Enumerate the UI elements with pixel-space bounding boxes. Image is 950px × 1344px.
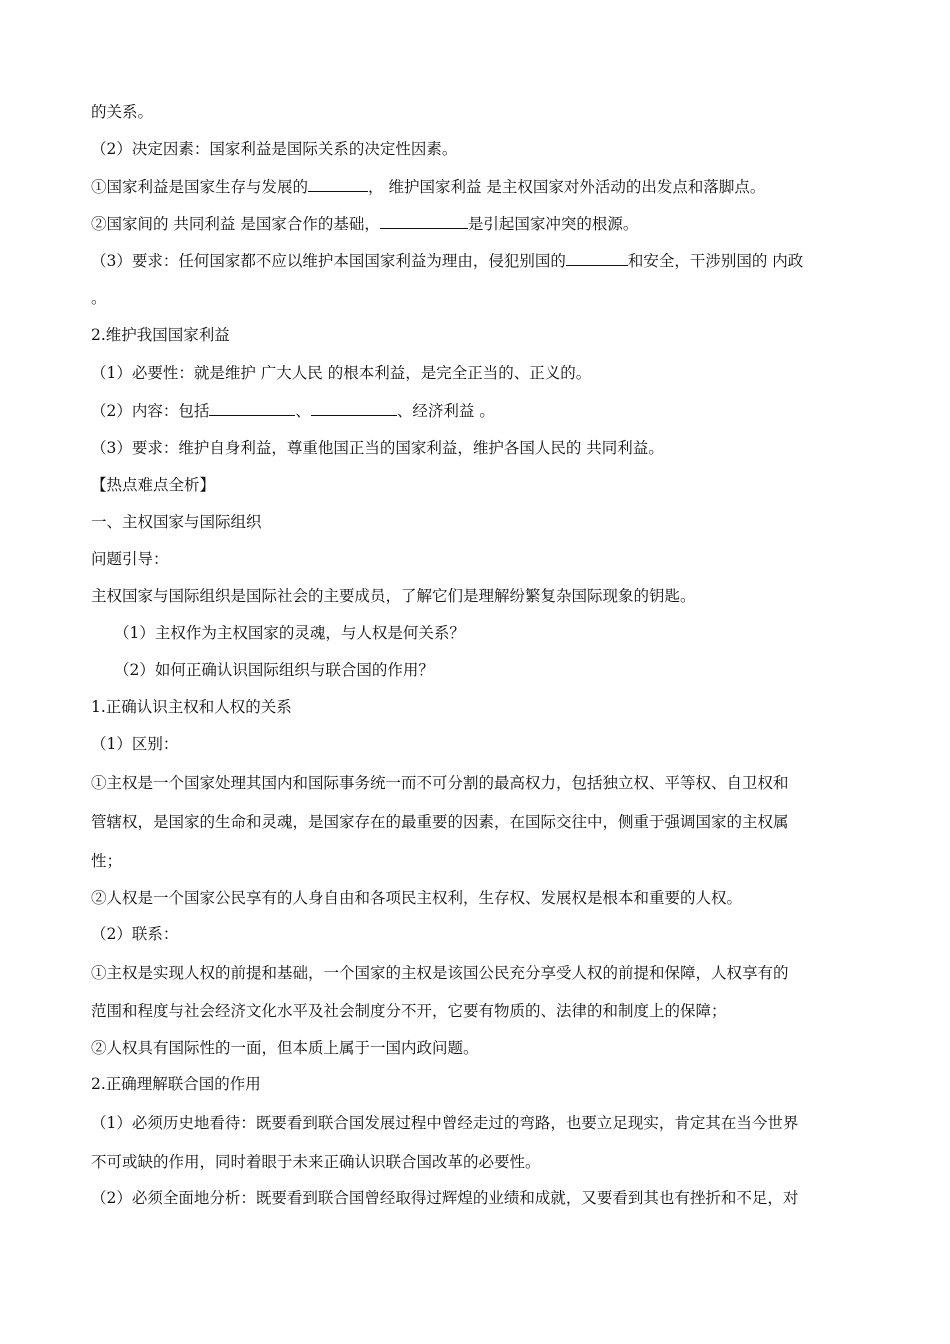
text-line: 管辖权，是国家的生命和灵魂，是国家存在的最重要的因素，在国际交往中，侧重于强调国家的主权属: [91, 813, 789, 831]
text-line: （1）必须历史地看待：既要看到联合国发展过程中曾经走过的弯路，也要立足现实，肯定其在当今世界: [91, 1114, 799, 1132]
text-line: 。: [91, 289, 107, 307]
text-line: （3）要求：任何国家都不应以维护本国国家利益为理由，侵犯别国的 和安全，干涉别国的 内政: [91, 249, 861, 272]
text-line: （1）区别：: [91, 735, 179, 753]
text-line: ②人权具有国际性的一面，但本质上属于一国内政问题。: [91, 1039, 479, 1057]
text-line: （2）必须全面地分析：既要看到联合国曾经取得过辉煌的业绩和成就，又要看到其也有挫折和不足，对: [91, 1189, 799, 1207]
fill-blank[interactable]: [209, 399, 295, 416]
text-line: （2）内容：包括 、 、经济利益 。: [91, 399, 861, 422]
section-heading: 一、主权国家与国际组织: [91, 513, 262, 531]
text-line: 范围和程度与社会经济文化水平及社会制度分不开，它要有物质的、法律的和制度上的保障；: [91, 1002, 727, 1020]
section-heading: 2.正确理解联合国的作用: [91, 1075, 261, 1093]
text-line: 问题引导：: [91, 550, 169, 568]
text-line: （1）主权作为主权国家的灵魂，与人权是何关系？: [114, 624, 465, 642]
text-line: （2）联系：: [91, 925, 179, 943]
text-line: 不可或缺的作用，同时着眼于未来正确认识联合国改革的必要性。: [91, 1153, 541, 1171]
text-line: ①主权是一个国家处理其国内和国际事务统一而不可分割的最高权力，包括独立权、平等权、自卫权和: [91, 774, 789, 792]
text-line: 的关系。: [91, 103, 154, 121]
text-line: ②人权是一个国家公民享有的人身自由和各项民主权利，生存权、发展权是根本和重要的人权。: [91, 889, 743, 907]
text-line: 主权国家与国际组织是国际社会的主要成员，了解它们是理解纷繁复杂国际现象的钥匙。: [91, 587, 696, 605]
fill-blank[interactable]: [311, 399, 397, 416]
section-heading: 1.正确认识主权和人权的关系: [91, 698, 292, 716]
text-line: 性；: [91, 852, 123, 870]
fill-blank[interactable]: [308, 175, 368, 192]
text-line: （1）必要性：就是维护 广大人民 的根本利益，是完全正当的、正义的。: [91, 364, 592, 382]
fill-blank[interactable]: [380, 212, 468, 229]
text-line: ①主权是实现人权的前提和基础，一个国家的主权是该国公民充分享受人权的前提和保障，人权享有的: [91, 964, 789, 982]
fill-blank[interactable]: [566, 249, 628, 266]
section-heading: 2.维护我国国家利益: [91, 326, 230, 344]
text-line: ②国家间的 共同利益 是国家合作的基础， 是引起国家冲突的根源。: [91, 212, 861, 235]
text-line: ①国家利益是国家生存与发展的 ， 维护国家利益 是主权国家对外活动的出发点和落脚点。: [91, 175, 861, 198]
text-line: （2）决定因素：国家利益是国际关系的决定性因素。: [91, 140, 458, 158]
text-line: （2）如何正确认识国际组织与联合国的作用？: [114, 661, 434, 679]
text-line: （3）要求：维护自身利益，尊重他国正当的国家利益，维护各国人民的 共同利益。: [91, 439, 664, 457]
section-heading: 【热点难点全析】: [91, 476, 216, 494]
